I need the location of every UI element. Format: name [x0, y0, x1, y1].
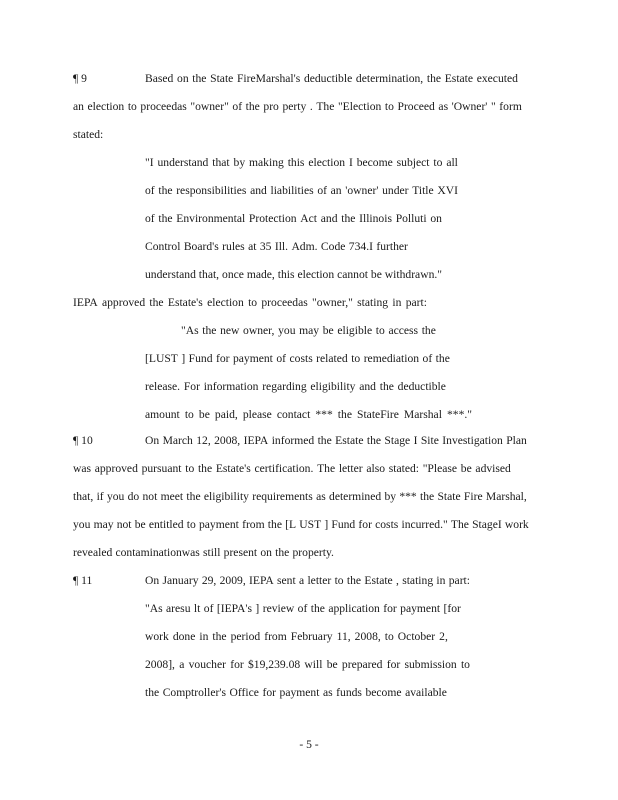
- quote-3-line-1: "As aresu lt of [IEPA's ] review of the application for payment [for: [145, 602, 461, 615]
- quote-3-line-3: 2008], a voucher for $19,239.08 will be prepared for submission to: [145, 658, 470, 671]
- paragraph-number-11: ¶ 11: [73, 574, 93, 587]
- paragraph-9-line-3: stated:: [73, 128, 104, 141]
- paragraph-10-line-1: On March 12, 2008, IEPA informed the Estate the Stage I Site Investigation Plan: [145, 434, 527, 447]
- quote-1-line-3: of the Environmental Protection Act and the Illinois Polluti on: [145, 212, 442, 225]
- quote-2-line-3: release. For information regarding eligibility and the deductible: [145, 380, 446, 393]
- paragraph-10-line-5: revealed contaminationwas still present on the property.: [73, 546, 334, 559]
- quote-3-line-4: the Comptroller's Office for payment as funds become available: [145, 686, 447, 699]
- paragraph-10-line-2: was approved pursuant to the Estate's certification. The letter also stated: "Please be advised: [73, 462, 511, 475]
- paragraph-10-line-4: you may not be entitled to payment from the [L UST ] Fund for costs incurred." The StageI work: [73, 518, 529, 531]
- paragraph-10-line-3: that, if you do not meet the eligibility requirements as determined by *** the State Fire Marshal,: [73, 490, 527, 503]
- quote-2-line-2: [LUST ] Fund for payment of costs related to remediation of the: [145, 352, 450, 365]
- paragraph-9-line-2: an election to proceedas "owner" of the pro perty . The "Election to Proceed as 'Owner' " form: [73, 100, 522, 113]
- quote-1-line-1: "I understand that by making this election I become subject to all: [145, 156, 458, 169]
- quote-2-line-4: amount to be paid, please contact *** the StateFire Marshal ***.": [145, 408, 472, 421]
- paragraph-number-10: ¶ 10: [73, 434, 93, 447]
- quote-1-line-2: of the responsibilities and liabilities of an 'owner' under Title XVI: [145, 184, 458, 197]
- quote-3-line-2: work done in the period from February 11, 2008, to October 2,: [145, 630, 448, 643]
- page-number: - 5 -: [299, 738, 319, 751]
- paragraph-number-9: ¶ 9: [73, 72, 87, 85]
- quote-1-line-4: Control Board's rules at 35 Ill. Adm. Code 734.I further: [145, 240, 408, 253]
- quote-1-line-5: understand that, once made, this election cannot be withdrawn.": [145, 268, 442, 281]
- paragraph-9-line-1: Based on the State FireMarshal's deductible determination, the Estate executed: [145, 72, 518, 85]
- quote-2-line-1: "As the new owner, you may be eligible to access the: [181, 324, 436, 337]
- paragraph-9-after-quote: IEPA approved the Estate's election to proceedas "owner," stating in part:: [73, 296, 427, 309]
- paragraph-11-line-1: On January 29, 2009, IEPA sent a letter to the Estate , stating in part:: [145, 574, 470, 587]
